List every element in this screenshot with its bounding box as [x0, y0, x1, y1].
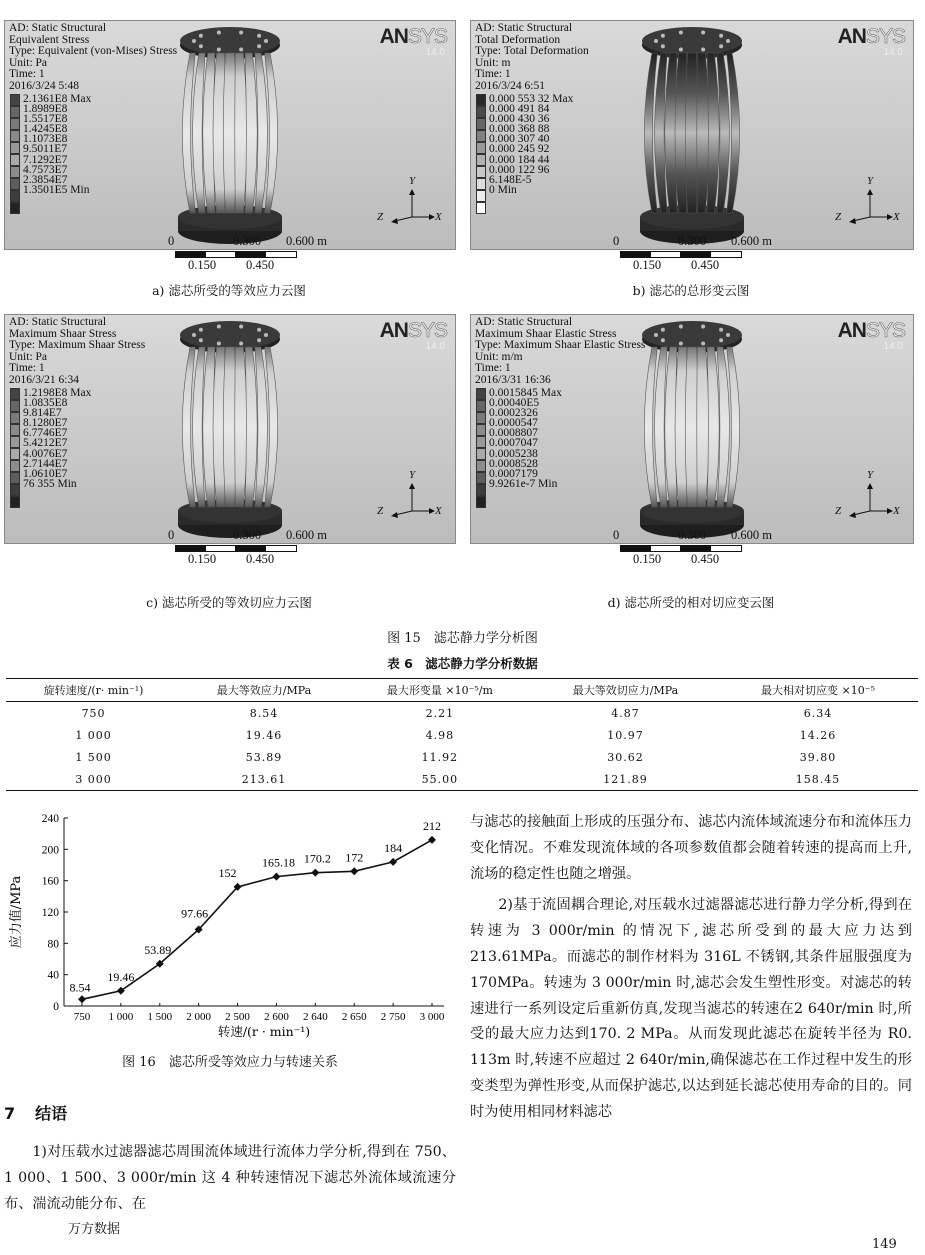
panel-caption: c) 滤芯所受的等效切应力云图	[146, 595, 312, 610]
legend-value: 1.0835E8	[23, 397, 68, 410]
scale-label: 0.450	[691, 258, 720, 272]
scale-label: 0.450	[246, 552, 275, 566]
scale-label: 0.600 m	[731, 528, 772, 542]
table-6	[6, 678, 918, 791]
axes-triad	[377, 469, 442, 523]
y-tick-label: 240	[41, 813, 59, 825]
scale-segment	[265, 545, 297, 552]
axis-y-label: Y	[409, 469, 416, 481]
ansys-logo-sys: SYS	[407, 319, 447, 342]
table-cell: 1 000	[75, 728, 112, 742]
scale-segment	[650, 251, 682, 258]
panel-info-line: Unit: Pa	[9, 350, 48, 363]
table-cell: 213.61	[181, 768, 347, 791]
x-tick-label: 2 500	[225, 1011, 250, 1023]
axis-y-label: Y	[867, 469, 874, 481]
section-title: 结语	[35, 1104, 68, 1123]
scale-bar	[613, 528, 803, 568]
legend-value: 0.000 430 36	[489, 113, 550, 126]
legend-value: 0.0007047	[489, 437, 538, 450]
table-cell: 2.21	[425, 706, 455, 720]
x-tick-label: 2 600	[264, 1011, 289, 1023]
scale-segment	[205, 545, 237, 552]
panel-info-line: 2016/3/24 5:48	[9, 79, 79, 92]
scale-segment	[235, 545, 267, 552]
data-point	[272, 873, 280, 881]
table-cell: 4.98	[425, 728, 455, 742]
axis-x-label: X	[435, 505, 442, 517]
scale-label: 0	[168, 234, 175, 248]
y-tick-label: 40	[47, 969, 59, 982]
data-label: 172	[345, 850, 364, 865]
scale-label: 0.150	[188, 258, 217, 272]
table-cell: 55.00	[347, 768, 533, 791]
y-tick-label: 160	[41, 875, 59, 888]
data-label: 97.66	[181, 906, 209, 921]
table-row	[6, 724, 918, 746]
figure-15-caption: 图 15 滤芯静力学分析图	[387, 631, 538, 646]
legend-value: 7.1292E7	[23, 153, 68, 166]
data-label: 184	[384, 840, 403, 855]
panel-d	[470, 314, 914, 544]
legend-value: 9.814E7	[23, 407, 62, 420]
panel-info-line: 2016/3/21 6:34	[9, 373, 79, 386]
table-header-row	[6, 679, 918, 702]
legend-value: 0.0008807	[489, 427, 538, 440]
legend-value: 8.1280E7	[23, 417, 68, 430]
panel-caption: a) 滤芯所受的等效应力云图	[152, 283, 306, 298]
panel-info-line: Type: Maximum Shaar Stress	[9, 339, 146, 351]
data-point	[311, 869, 319, 877]
data-label: 165.18	[261, 855, 295, 870]
legend-value: 2.7144E7	[23, 457, 68, 470]
legend-value: 9.5011E7	[23, 143, 67, 156]
table-cell: 158.45	[718, 768, 918, 791]
legend-value: 0.000 553 32 Max	[489, 93, 574, 105]
panel-info-line: Type: Maximum Shaar Elastic Stress	[475, 339, 646, 351]
ansys-logo-sys: SYS	[407, 25, 447, 48]
table-cell: 14.26	[799, 728, 837, 742]
table-cell: 1 500	[75, 750, 112, 764]
scale-segment	[175, 251, 207, 258]
panel-info-line: 2016/3/31 16:36	[475, 373, 551, 386]
panel-caption: d) 滤芯所受的相对切应变云图	[607, 595, 775, 610]
legend-value: 0.000 245 92	[489, 143, 550, 156]
legend-value: 0.0002326	[489, 407, 538, 420]
panel-info-line: Time: 1	[475, 362, 511, 374]
table-cell: 121.89	[533, 768, 718, 791]
right-paragraph-1: 与滤芯的接触面上形成的压强分布、滤芯内流体域流速分布和流体压力变化情况。不难发现流体域的各项参数值都会随着转速的提高而上升,流场的稳定性也随之增强。	[470, 814, 912, 882]
panel-info-line: Maximum Shaar Stress	[9, 327, 117, 340]
table-cell: 4.87	[611, 706, 640, 720]
data-point	[78, 995, 86, 1003]
legend-value: 0.0015845 Max	[489, 387, 562, 399]
axis-y-label: Y	[409, 175, 416, 187]
right-column	[470, 810, 912, 1126]
legend-value: 0.000 368 88	[489, 123, 550, 136]
scale-segment	[680, 251, 712, 258]
scale-label: 0.300	[233, 234, 262, 248]
scale-label: 0.600 m	[286, 234, 327, 248]
scale-label: 0	[613, 528, 620, 542]
scale-segment	[235, 251, 267, 258]
axis-z-label: Z	[835, 211, 842, 223]
y-tick-label: 120	[41, 907, 59, 919]
scale-label: 0.150	[188, 552, 217, 566]
legend-value: 1.5517E8	[23, 113, 68, 126]
axes-triad	[377, 175, 442, 229]
legend-value: 6.7746E7	[23, 427, 68, 440]
data-point	[389, 858, 397, 866]
legend-value: 0.0005238	[489, 447, 538, 460]
x-tick-label: 750	[73, 1011, 91, 1023]
legend-value: 1.1073E8	[23, 133, 68, 146]
legend-value: 9.9261e-7 Min	[489, 477, 558, 490]
data-label: 152	[218, 865, 237, 880]
axis-y-label: Y	[867, 175, 874, 187]
scale-label: 0.600 m	[731, 234, 772, 248]
panel-info-line: 2016/3/24 6:51	[475, 79, 545, 92]
data-point	[350, 867, 358, 875]
panel-info-line: Time: 1	[475, 68, 511, 80]
x-axis-label: 转速/(r · min⁻¹)	[217, 1024, 311, 1039]
panel-info-line: Time: 1	[9, 68, 45, 80]
left-paragraph	[4, 1140, 456, 1217]
table-row	[6, 746, 918, 768]
ansys-version: 14.0	[883, 47, 903, 58]
panel-info-line: AD: Static Structural	[475, 22, 573, 34]
watermark: 万方数据	[68, 1222, 121, 1237]
axis-z-label: Z	[377, 211, 384, 223]
legend-value: 76 355 Min	[23, 477, 77, 490]
axes-triad	[835, 469, 900, 523]
panel-info-line: AD: Static Structural	[9, 316, 107, 328]
panel-info-line: Type: Total Deformation	[475, 45, 589, 57]
legend-value: 0.0008528	[489, 457, 538, 470]
x-tick-label: 3 000	[419, 1011, 445, 1023]
legend-value: 6.148E-5	[489, 173, 532, 186]
table-cell: 11.92	[421, 750, 459, 764]
scale-label: 0.450	[246, 258, 275, 272]
table-header-cell: 最大相对切应变 ×10⁻⁵	[718, 679, 918, 702]
legend-value: 5.4212E7	[23, 437, 68, 450]
axes-triad	[835, 175, 900, 229]
table-header-cell: 最大等效应力/MPa	[181, 679, 347, 702]
y-tick-label: 200	[41, 844, 59, 857]
ansys-version: 14.0	[425, 341, 445, 352]
table-cell: 3 000	[6, 768, 181, 791]
axis-z-label: Z	[835, 505, 842, 517]
table-header-cell: 最大形变量 ×10⁻⁵/m	[347, 679, 533, 702]
x-tick-label: 2 640	[302, 1011, 328, 1023]
legend-value: 0.000 491 84	[489, 103, 550, 116]
table-cell: 53.89	[245, 750, 283, 764]
table-cell: 30.62	[607, 750, 644, 764]
panel-info-line: Total Deformation	[475, 33, 561, 46]
scale-segment	[620, 251, 652, 258]
x-tick-label: 2 650	[341, 1011, 367, 1023]
scale-label: 0	[168, 528, 175, 542]
scale-segment	[620, 545, 652, 552]
data-label: 53.89	[144, 942, 172, 957]
ansys-logo-an: AN	[379, 25, 408, 48]
panel-info-line: Unit: m/m	[475, 350, 523, 363]
legend-value: 0 Min	[489, 183, 517, 196]
legend-value: 2.1361E8 Max	[23, 93, 92, 105]
figure-16-caption: 图 16 滤芯所受等效应力与转速关系	[122, 1055, 338, 1070]
left-paragraph-text: 1)对压载水过滤器滤芯周围流体域进行流体力学分析,得到在 750、1 000、1 500、3 000r/min 这 4 种转速情况下滤芯外流体域流速分布、湍流动能分布、在	[4, 1144, 456, 1212]
panel-info-line: Unit: m	[475, 56, 511, 69]
scale-segment	[650, 545, 682, 552]
scale-segment	[265, 251, 297, 258]
scale-segment	[710, 545, 742, 552]
panel-info-line: Equivalent Stress	[9, 33, 90, 46]
scale-bar	[613, 234, 803, 274]
x-tick-label: 2 750	[380, 1011, 406, 1023]
page-number: 149	[872, 1237, 897, 1252]
legend-value: 1.0610E7	[23, 467, 68, 480]
data-label: 212	[423, 818, 441, 833]
legend-value: 0.00040E5	[489, 397, 540, 410]
axis-x-label: X	[893, 505, 900, 517]
ansys-logo-an: AN	[837, 319, 866, 342]
ansys-logo-an: AN	[379, 319, 408, 342]
scale-segment	[205, 251, 237, 258]
panel-info-line: AD: Static Structural	[9, 22, 107, 34]
table-cell: 10.97	[607, 728, 644, 742]
legend-value: 1.4245E8	[23, 123, 68, 136]
table-cell: 8.54	[249, 706, 279, 720]
legend-value: 0.000 184 44	[489, 153, 550, 166]
scale-label: 0.300	[678, 528, 707, 542]
axis-x-label: X	[435, 211, 442, 223]
data-point	[428, 836, 436, 844]
scale-segment	[680, 545, 712, 552]
table-row	[6, 768, 918, 791]
panel-info-line: Maximum Shaar Elastic Stress	[475, 327, 617, 340]
legend-value: 0.0000547	[489, 417, 538, 430]
legend-value: 0.000 122 96	[489, 163, 550, 176]
scale-bar	[168, 528, 358, 568]
axis-z-label: Z	[377, 505, 384, 517]
scale-label: 0	[613, 234, 620, 248]
legend-value: 1.2198E8 Max	[23, 387, 92, 399]
ansys-logo-sys: SYS	[865, 319, 905, 342]
panel-caption: b) 滤芯的总形变云图	[632, 283, 750, 298]
legend-value: 0.0007179	[489, 467, 538, 480]
scale-bar	[168, 234, 358, 274]
y-tick-label: 80	[47, 938, 59, 951]
scale-label: 0.150	[633, 552, 662, 566]
scale-segment	[175, 545, 207, 552]
table-cell: 6.34	[803, 706, 833, 720]
ansys-version: 14.0	[425, 47, 445, 58]
table-6-title: 表 6 滤芯静力学分析数据	[387, 656, 538, 671]
data-label: 19.46	[107, 969, 135, 984]
legend-value: 0.000 307 40	[489, 133, 550, 146]
table-cell: 39.80	[799, 750, 837, 764]
figure-16-chart	[4, 808, 459, 1043]
series-line	[82, 840, 432, 999]
x-tick-label: 2 000	[186, 1011, 212, 1023]
table-cell: 19.46	[245, 728, 283, 742]
data-label: 8.54	[69, 980, 91, 995]
ansys-version: 14.0	[883, 341, 903, 352]
table-header-cell: 旋转速度/(r· min⁻¹)	[6, 679, 181, 702]
x-tick-label: 1 500	[147, 1011, 173, 1023]
table-head	[6, 679, 918, 702]
panel-info-line: Unit: Pa	[9, 56, 48, 69]
x-tick-label: 1 000	[108, 1011, 134, 1023]
table-cell: 750	[81, 706, 106, 720]
axis-x-label: X	[893, 211, 900, 223]
panel-b	[470, 20, 914, 250]
table-body	[6, 702, 918, 791]
scale-label: 0.300	[678, 234, 707, 248]
scale-label: 0.300	[233, 528, 262, 542]
ansys-logo-sys: SYS	[865, 25, 905, 48]
panel-info-line: AD: Static Structural	[475, 316, 573, 328]
y-axis-label: 应力值/MPa	[9, 875, 24, 949]
panel-info-line: Time: 1	[9, 362, 45, 374]
table-row	[6, 702, 918, 725]
legend-value: 1.8989E8	[23, 103, 68, 116]
ansys-logo-an: AN	[837, 25, 866, 48]
right-paragraph-2: 2)基于流固耦合理论,对压载水过滤器滤芯进行静力学分析,得到在转速为 3 000r/min 的情况下,滤芯所受到的最大应力达到 213.61MPa。而滤芯的制作材料为 316L 不锈钢,其条件屈服强度为 170MPa。转速为 3 000r/min 时,滤芯会发生塑性形变。对滤芯的转速进行一系列设定后重新仿真,发现当滤芯的转速在2 640r/min 时,所受的最大应力达到170. 2 MPa。从而发现此滤芯在旋转半径为 R0. 113m 时,转速不应超过 2 640r/min,确保滤芯在工作过程中发生的形变类型为弹性形变,从而保护滤芯,以达到延长滤芯使用寿命的目的。同时为使用相同材料滤芯	[470, 897, 912, 1120]
table-header-cell: 最大等效切应力/MPa	[533, 679, 718, 702]
section-number: 7	[4, 1104, 16, 1123]
panel-a	[4, 20, 456, 250]
panel-info-line: Type: Equivalent (von-Mises) Stress	[9, 45, 178, 57]
panel-c	[4, 314, 456, 544]
section-heading	[4, 1101, 67, 1124]
scale-label: 0.450	[691, 552, 720, 566]
scale-label: 0.150	[633, 258, 662, 272]
data-label: 170.2	[303, 851, 331, 866]
legend-value: 2.3854E7	[23, 173, 68, 186]
scale-label: 0.600 m	[286, 528, 327, 542]
legend-value: 4.0076E7	[23, 447, 68, 460]
legend-value: 1.3501E5 Min	[23, 183, 90, 196]
legend-value: 4.7573E7	[23, 163, 68, 176]
scale-segment	[710, 251, 742, 258]
y-tick-label: 0	[53, 1001, 59, 1013]
